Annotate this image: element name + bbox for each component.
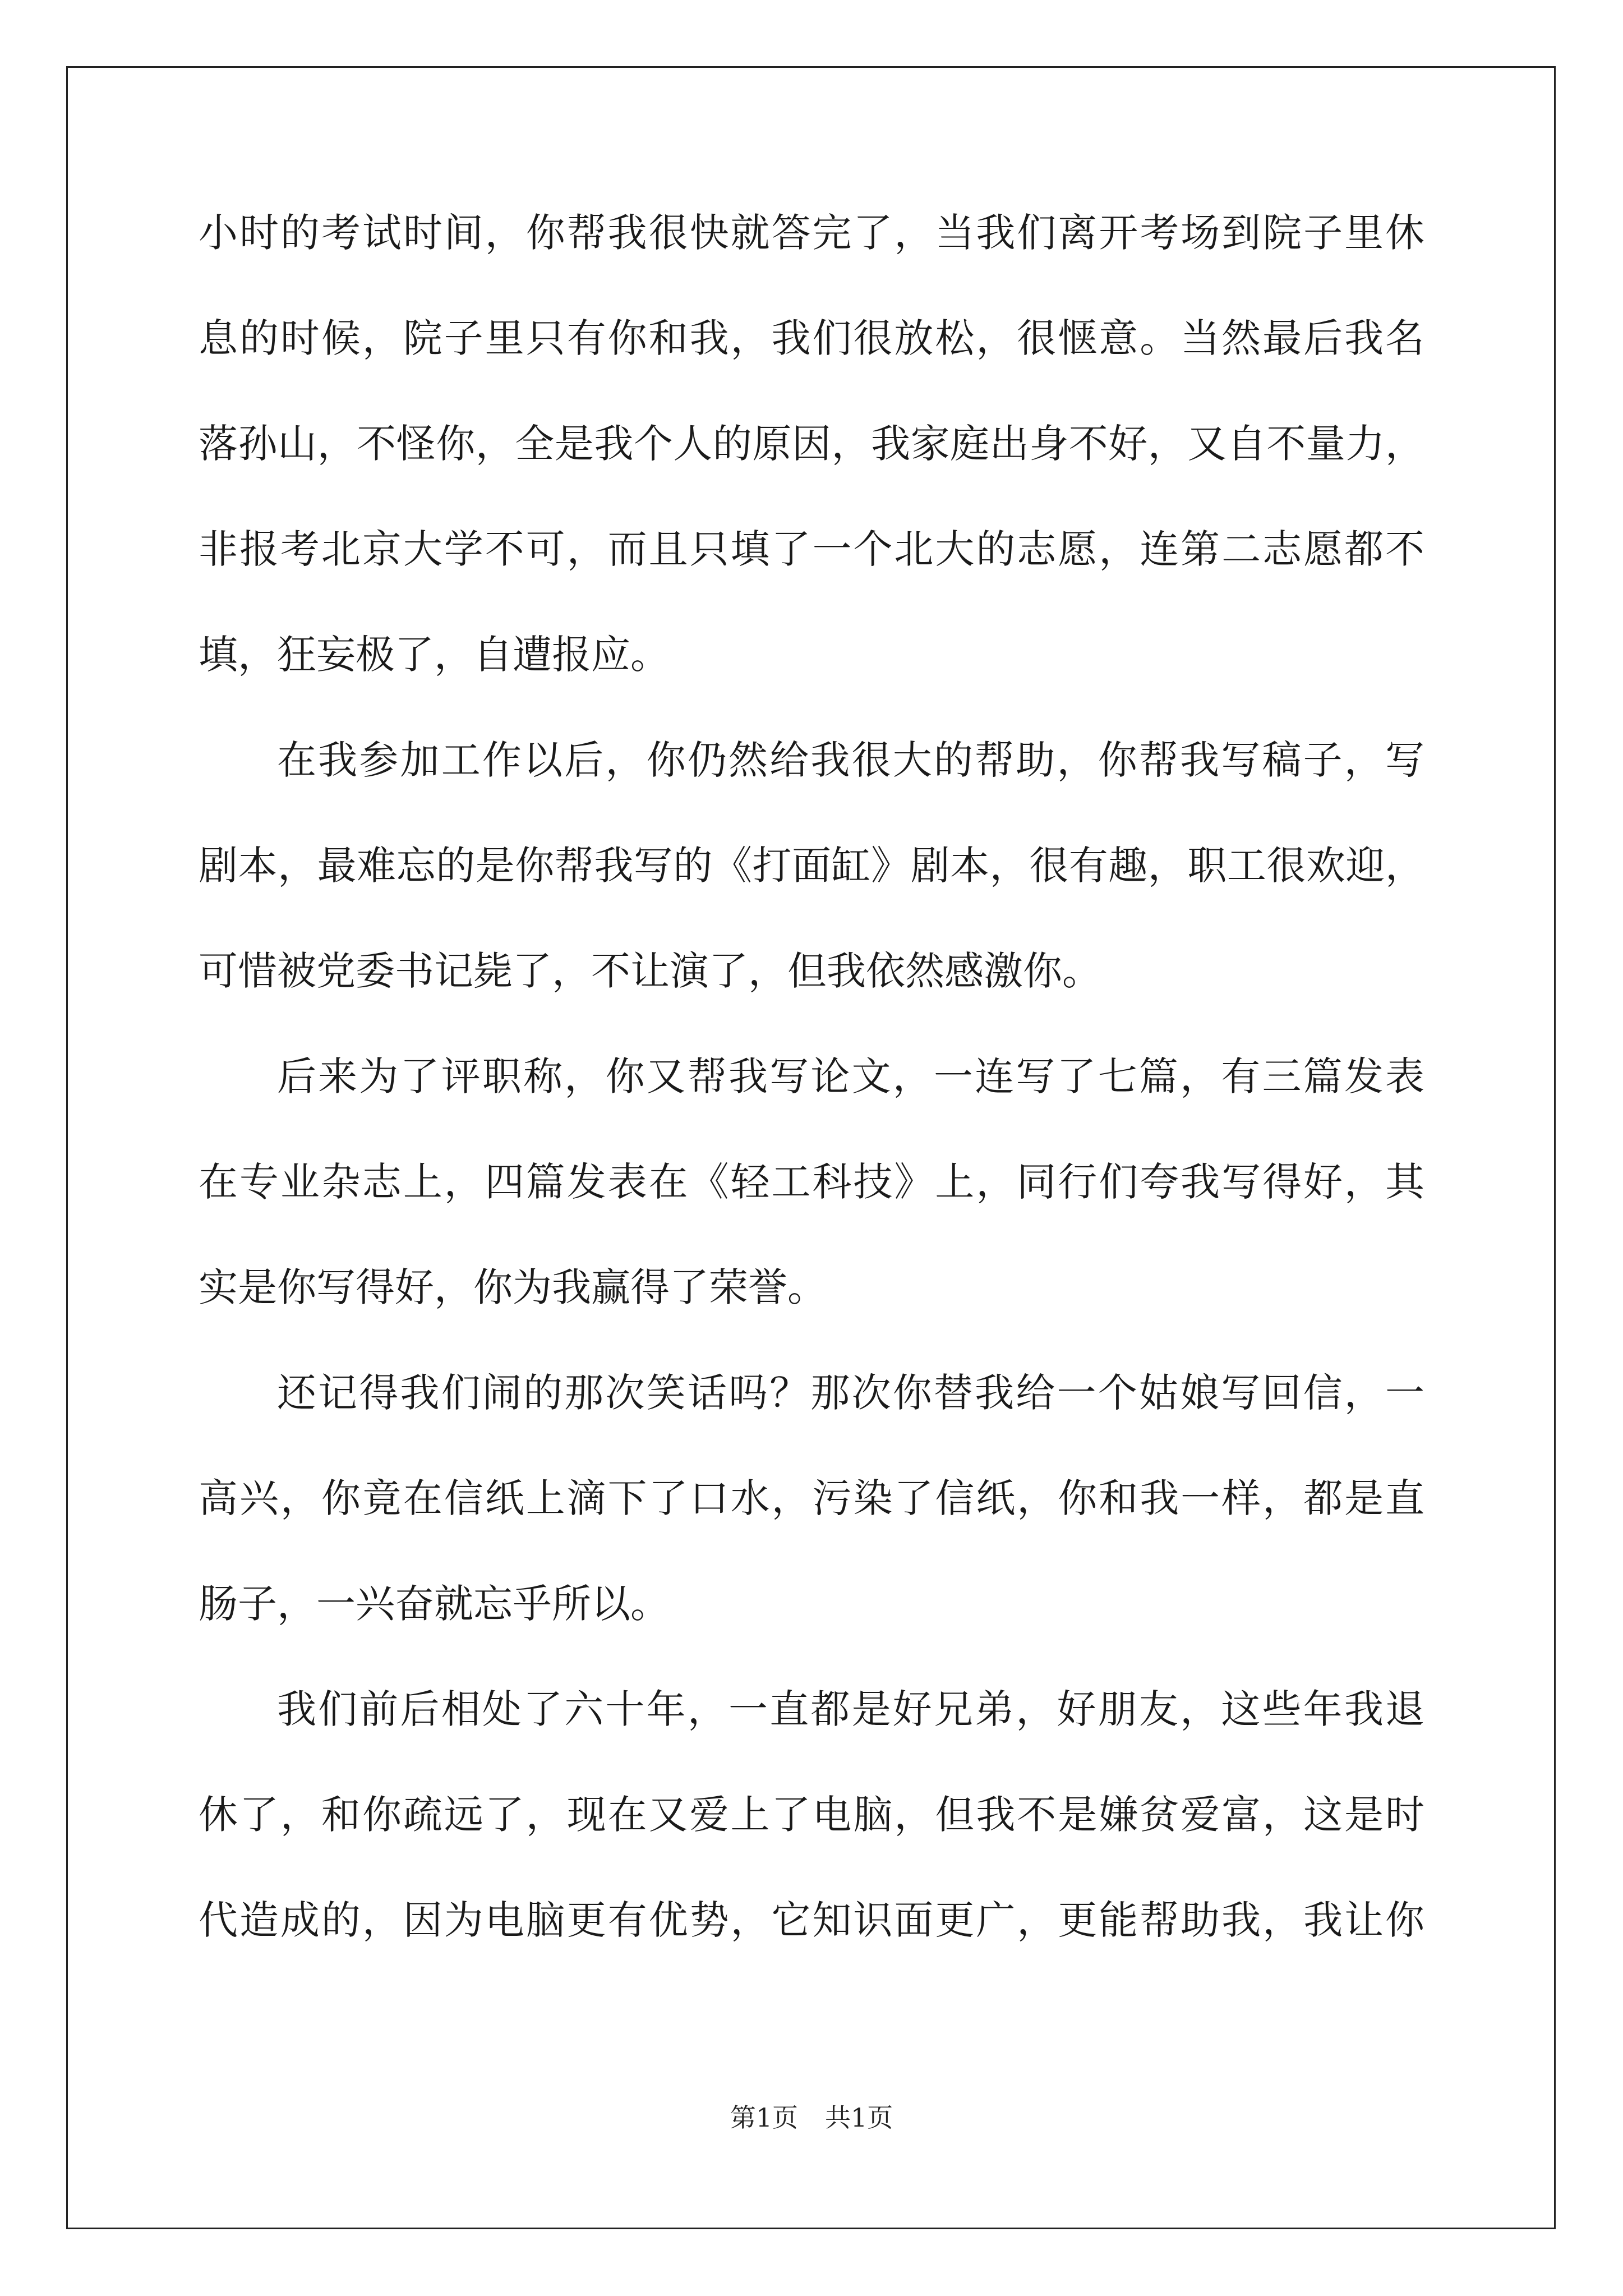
text-line: 可惜被党委书记毙了，不让演了，但我依然感激你。 xyxy=(199,948,1101,994)
page-number: 第1页 xyxy=(730,2102,798,2133)
text-line: 肠子，一兴奋就忘乎所以。 xyxy=(199,1581,670,1627)
paragraph-first-line: 在我参加工作以后，你仍然给我很大的帮助，你帮我写稿子，写 xyxy=(277,737,1424,783)
text-line: 高兴，你竟在信纸上滴下了口水，污染了信纸，你和我一样，都是直 xyxy=(199,1475,1424,1521)
text-line: 在专业杂志上，四篇发表在《轻工科技》上，同行们夸我写得好，其 xyxy=(199,1159,1424,1205)
text-line: 代造成的，因为电脑更有优势，它知识面更广，更能帮助我，我让你 xyxy=(199,1897,1424,1943)
page-total: 共1页 xyxy=(825,2102,893,2133)
text-line: 非报考北京大学不可，而且只填了一个北大的志愿，连第二志愿都不 xyxy=(199,526,1424,572)
paragraph-first-line: 我们前后相处了六十年，一直都是好兄弟，好朋友，这些年我退 xyxy=(277,1686,1424,1732)
text-line: 小时的考试时间，你帮我很快就答完了，当我们离开考场到院子里休 xyxy=(199,210,1424,256)
text-line: 落孙山，不怪你，全是我个人的原因，我家庭出身不好，又自不量力， xyxy=(199,421,1424,467)
paragraph-first-line: 后来为了评职称，你又帮我写论文，一连写了七篇，有三篇发表 xyxy=(277,1053,1424,1099)
text-line: 填，狂妄极了，自遭报应。 xyxy=(199,632,670,678)
text-line: 剧本，最难忘的是你帮我写的《打面缸》剧本，很有趣，职工很欢迎， xyxy=(199,843,1424,889)
page-footer xyxy=(0,2101,1623,2134)
paragraph-first-line: 还记得我们闹的那次笑话吗？那次你替我给一个姑娘写回信，一 xyxy=(277,1370,1424,1416)
document-body xyxy=(199,206,1424,1999)
text-line: 实是你写得好，你为我赢得了荣誉。 xyxy=(199,1264,827,1310)
text-line: 息的时候，院子里只有你和我，我们很放松，很惬意。当然最后我名 xyxy=(199,315,1424,361)
text-line: 休了，和你疏远了，现在又爱上了电脑，但我不是嫌贫爱富，这是时 xyxy=(199,1792,1424,1838)
